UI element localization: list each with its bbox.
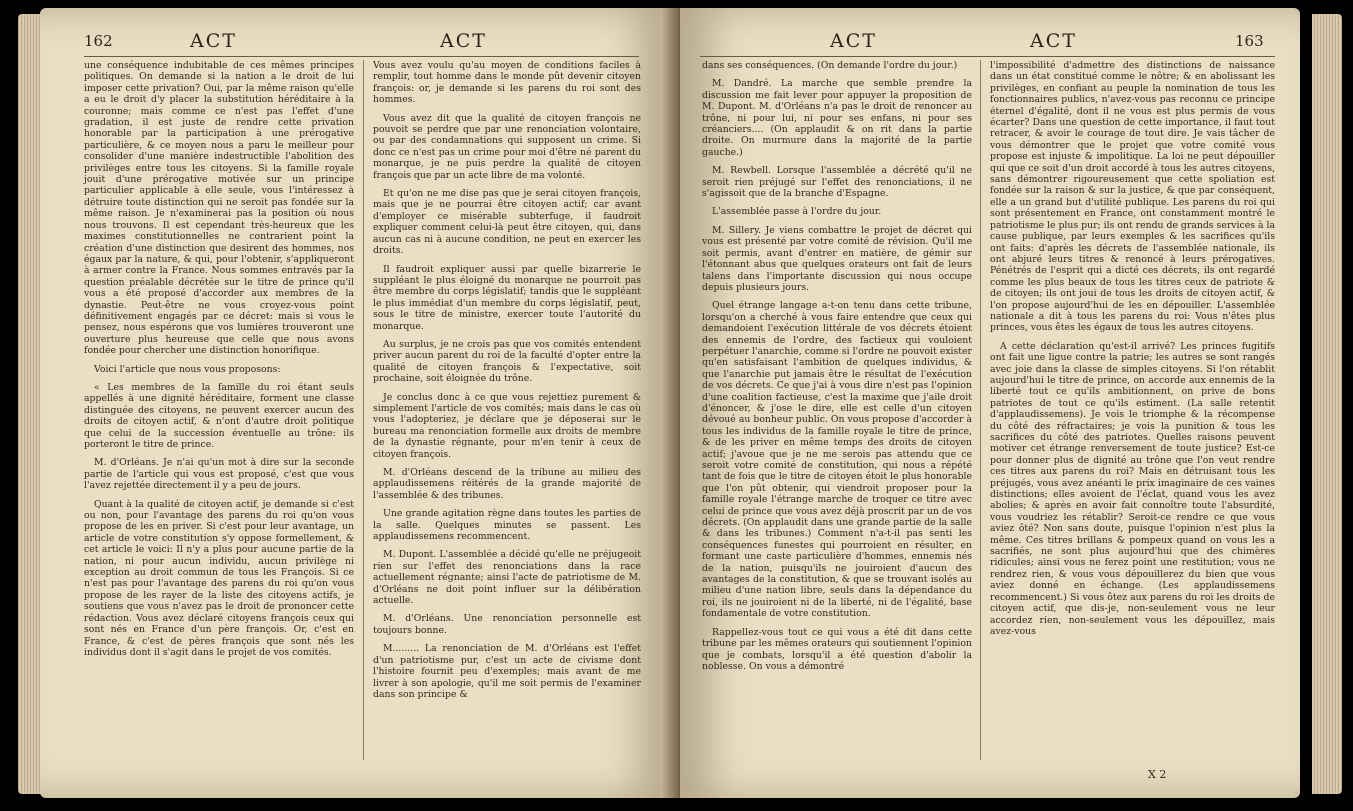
paragraph: L'assemblée passe à l'ordre du jour. [712,206,882,218]
header-rule [84,56,639,57]
left-page-column-1 [84,60,354,665]
paragraph: Et qu'on ne me dise pas que je serai citoyen françois, mais que je ne pourrai être citoyen actif; car avant d'employer ce misérable subterfuge, il faudroit expliquer comment celui-là peut être citoyen, qui, dans aucun cas ni à aucune condition, ne peut en exercer les droits. [373,188,641,257]
signature-mark: X 2 [1148,768,1167,781]
paragraph: Vous avez dit que la qualité de citoyen françois ne pouvoit se perdre que par une renonciation volontaire, ou par des condamnations qui supposent un crime. Si donc ce n'est pas un crime pour moi d'être né parent du monarque, je ne puis perdre la qualité de citoyen françois que par un acte libre de ma volonté. [373,112,641,181]
paragraph: « Les membres de la famille du roi étant seuls appellés à une dignité héréditaire, forment une classe distinguée des citoyens, ne peuvent exercer aucun des droits de citoyen actif, & n'ont d'autre droit politique que celui de la succession éventuelle au trône: ils porteront le titre de prince. [84,381,354,450]
right-page-column-1 [702,60,972,679]
paragraph: Rappellez-vous tout ce qui vous a été dit dans cette tribune par les mêmes orateurs qui soutiennent l'opinion que je combats, lorsqu'il a été question d'abolir la noblesse. On vous a démontré [702,626,972,672]
paragraph: M. Sillery. Je viens combattre le projet de décret qui vous est présenté par votre comité de révision. Qu'il me soit permis, avant d'entrer en matière, de gémir sur l'étonnant abus que quelques orateurs ont fait de leurs talens dans l'importante discussion qui nous occupe depuis plusieurs jours. [702,224,972,293]
paragraph: Je conclus donc à ce que vous rejettiez purement & simplement l'article de vos comités; mais dans le cas où vous l'adopteriez, je déclare que je déposerai sur le bureau ma renonciation formelle aux droits de membre de la dynastie régnante, pour m'en tenir à ceux de citoyen françois. [373,391,641,460]
paragraph: une conséquence indubitable de ces mêmes principes politiques. On demande si la nation a le droit de lui imposer cette privation? Oui, par la même raison qu'elle a eu le droit d'y placer la substitution héréditaire à la couronne; mais comme ce n'est pas l'effet d'une gradation, il est juste de rendre cette privation honorable par la participation à une prérogative particulière, & ce moyen nous a paru le meilleur pour consolider d'une manière indestructible l'abolition des privilèges entre tous les citoyens. Si la famille royale jouit d'une prérogative motivée sur un principe particulier applicable à elle seule, vous l'intéressez à détruire toute distinction qui ne seroit pas fondée sur la même raison. Je n'examinerai pas la position où nous nous trouvons. Il est cependant très-heureux que les maximes constitutionnelles ne contrarient point la création d'une distinction que desirent des hommes, nos égaux par la nature, & qui, pour l'obtenir, s'appliqueront à armer contre la France. Nous sommes entravés par la question préalable décrétée sur le titre de prince qu'il vous a été proposé d'accorder aux membres de la dynastie. Peut-être ne vous croyez-vous point définitivement engagés par ce décret: mais si vous le pensez, nous espérons que vos lumières trouveront une ouverture plus heureuse que celle que nous avons fondée pour chercher une distinction honorifique. [84,60,354,357]
paragraph: M. Dandré. La marche que semble prendre la discussion me fait lever pour appuyer la proposition de M. Dupont. M. d'Orléans n'a pas le droit de renoncer au trône, ni pour lui, ni pour ses enfans, ni pour ses créanciers.... (On applaudit & on rit dans la partie droite. On murmure dans la majorité de la partie gauche.) [702,78,972,158]
paragraph: Au surplus, je ne crois pas que vos comités entendent priver aucun parent du roi de la faculté d'opter entre la qualité de citoyen françois & l'expectative, soit prochaine, soit éloignée du trône. [373,338,641,385]
paragraph: Quant à la qualité de citoyen actif, je demande si c'est ou non, pour l'avantage des parens du roi qu'on vous propose de les en priver. Si c'est pour leur avantage, un article de votre constitution s'y oppose formellement, & cet article le voici: Il n'y a plus pour aucune partie de la nation, ni pour aucun individu, aucun privilège ni exception au droit commun de tous les François. Si ce n'est pas pour l'avantage des parens du roi qu'on vous propose de les rayer de la liste des citoyens actifs, je soutiens que vous n'avez pas le droit de prononcer cette rédaction. Vous avez déclaré citoyens françois ceux qui sont nés en France d'un père françois. Or, c'est en France, & c'est de pères françois que sont nés les individus dont il s'agit dans le projet de vos comités. [84,498,354,658]
paragraph: M......... La renonciation de M. d'Orléans est l'effet d'un patriotisme pur, c'est un acte de civisme dont l'histoire fournit peu d'exemples; mais avant de me livrer à son apologie, qu'il me soit permis de l'examiner dans son principe & [373,643,641,700]
paragraph: M. Dupont. L'assemblée a décidé qu'elle ne préjugeoit rien sur l'effet des renonciations dans la race actuellement régnante; ainsi l'acte de patriotisme de M. d'Orléans ne doit point influer sur la délibération actuelle. [373,549,641,607]
running-head-right: ACT [440,30,487,52]
right-page [680,8,1300,798]
paragraph: Vous avez voulu qu'au moyen de conditions faciles à remplir, tout homme dans le monde pût devenir citoyen françois: or, je demande si les parens du roi sont des hommes. [373,60,641,106]
right-page-column-2 [990,60,1275,644]
column-rule [980,60,981,760]
paragraph: A cette déclaration qu'est-il arrivé? Les princes fugitifs ont fait une ligue contre la patrie; les autres se sont rangés avec joie dans la classe de simples citoyens. Si l'on rétablit aujourd'hui le titre de prince, on accorde aux ennemis de la liberté tout ce qu'ils ambitionnent, on prive de bons patriotes de tout ce qu'ils estiment. (La salle retentit d'applaudissemens). Je vois le triomphe & la récompense du côté des réfractaires; je vois la punition & tous les sacrifices du côté des patriotes. Quelles raisons peuvent motiver cet étrange renversement de toute justice? Est-ce pour donner plus de dignité au trône que l'on veut rendre ces titres aux parens du roi? Mais en détruisant tous les préjugés, vous avez anéanti le prix imaginaire de ces vaines distinctions; elles avoient de l'éclat, quand vous les avez abolies; & après en avoir fait connoître toute l'absurdité, vous voudriez les rétablir? Seroit-ce rendre ce que vous aviez ôté? Non sans doute, puisque l'opinion n'est plus la même. Ces titres brillans & pompeux quand on vous les a sacrifiés, ne sont plus aujourd'hui que des chimères ridicules; ainsi vous ne ferez point une restitution; vous ne rendrez rien, & vous vous dépouillerez du bien que vous aviez donné en échange. (Les applaudissemens recommencent.) Si vous ôtez aux parens du roi les droits de citoyen actif, que dis-je, non-seulement vous ne leur accordez rien, non-seulement vous les dépouillez, mais avez-vous [990,340,1275,637]
running-head-left: ACT [190,30,237,52]
paragraph: M. Rewbell. Lorsque l'assemblée a décrété qu'il ne seroit rien préjugé sur l'effet des renonciations, il ne s'agissoit que de la branche d'Espagne. [702,165,972,200]
column-rule [363,60,364,760]
running-head-left: ACT [830,30,877,52]
running-head-right: ACT [1030,30,1077,52]
page-edges-right [1312,14,1342,794]
paragraph: Une grande agitation règne dans toutes les parties de la salle. Quelques minutes se passent. Les applaudissemens recommencent. [373,508,641,543]
left-page-column-2 [373,60,641,707]
paragraph: Quel étrange langage a-t-on tenu dans cette tribune, lorsqu'on a cherché à vous faire entendre que ceux qui demandoient l'exécution littérale de vos décrets étoient des ennemis de l'ordre, des factieux qui vouloient perpétuer l'anarchie, comme si l'ordre ne pouvoit exister qu'en satisfaisant l'ambition de quelques individus, & que l'anarchie put jamais être le résultat de l'exécution de vos décrets. Ce que j'ai à vous dire n'est pas l'opinion d'une coalition factieuse, c'est la maxime que j'aile droit d'énoncer, & j'ose le dire, elle est celle d'un citoyen dévoué au bonheur public. On vous propose d'accorder à tous les individus de la famille royale le titre de prince, & de les priver en même temps des droits de citoyen actif; j'avoue que je ne me serois pas attendu que ce seroit votre comité de constitution, qui nous a répété tant de fois que le titre de citoyen étoit le plus honorable que l'on pût obtenir, qui viendroit proposer pour la famille royale l'étrange marche de troquer ce titre avec celui de prince que vous avez déjà proscrit par un de vos décrets. (On applaudit dans une grande partie de la salle & dans les tribunes.) Comment n'a-t-il pas senti les conséquences funestes qui pourroient en résulter, en formant une caste particulière d'hommes, ennemis nés de la nation, puisqu'ils ne jouiroient d'aucun des avantages de la constitution, & que se trouvant isolés au milieu d'une nation libre, seuls dans la dépendance du roi, ils ne jouiroient ni de la liberté, ni de l'égalité, base fondamentale de votre constitution. [702,300,972,620]
paragraph: M. d'Orléans. Je n'ai qu'un mot à dire sur la seconde partie de l'article qui vous est proposé, c'est que vous l'avez rejettée directement il y a peu de jours. [84,457,354,492]
page-number: 163 [1235,32,1264,50]
page-number: 162 [84,32,113,50]
paragraph: M. d'Orléans. Une renonciation personnelle est toujours bonne. [373,613,641,636]
paragraph: M. d'Orléans descend de la tribune au milieu des applaudissemens réitérés de la grande majorité de l'assemblée & des tribunes. [373,467,641,501]
paragraph: l'impossibilité d'admettre des distinctions de naissance dans un état constitué comme le nôtre; & en abolissant les privilèges, en confiant au peuple la nomination de tous les fonctionnaires publics, n'avez-vous pas reconnu ce principe éternel d'égalité, dont il ne vous est plus permis de vous écarter? Dans une question de cette importance, il faut tout retracer, & avoir le courage de tout dire. Je vais tâcher de vous démontrer que le projet que votre comité vous propose est injuste & impolitique. La loi ne peut dépouiller qui que ce soit d'un droit accordé à tous les autres citoyens, sans démontrer rigoureusement que cette spoliation est fondée sur la raison & sur la justice, & que par conséquent, elle a un grand but d'utilité publique. Les parens du roi qui sont présentement en France, ont constamment montré le patriotisme le plus pur; ils ont rendu de grands services à la cause publique, par leurs exemples & les sacrifices qu'ils ont faits: d'après les décrets de l'assemblée nationale, ils ont abjuré leurs titres & renoncé à leurs prérogatives. Pénétrés de l'esprit qui a dicté ces décrets, ils ont regardé comme les plus beaux de tous les titres ceux de patriote & de citoyen; ils ont joui de tous les droits de citoyen actif, & l'on propose aujourd'hui de les en dépouiller. L'assemblée nationale a dit à tous les parens du roi: Vous n'êtes plus princes, vous êtes les égaux de tous les autres citoyens. [990,60,1275,334]
header-rule [700,56,1275,57]
paragraph: dans ses conséquences. (On demande l'ordre du jour.) [702,60,958,71]
left-page [40,8,670,798]
paragraph: Il faudroit expliquer aussi par quelle bizarrerie le suppléant le plus éloigné du monarque ne pourroit pas être membre du corps législatif; tandis que le suppléant le plus immédiat d'un membre du corps législatif, peut, sous le titre de ministre, exercer toute l'autorité du monarque. [373,263,641,332]
open-book [40,8,1320,803]
paragraph: Voici l'article que nous vous proposons: [94,363,281,375]
